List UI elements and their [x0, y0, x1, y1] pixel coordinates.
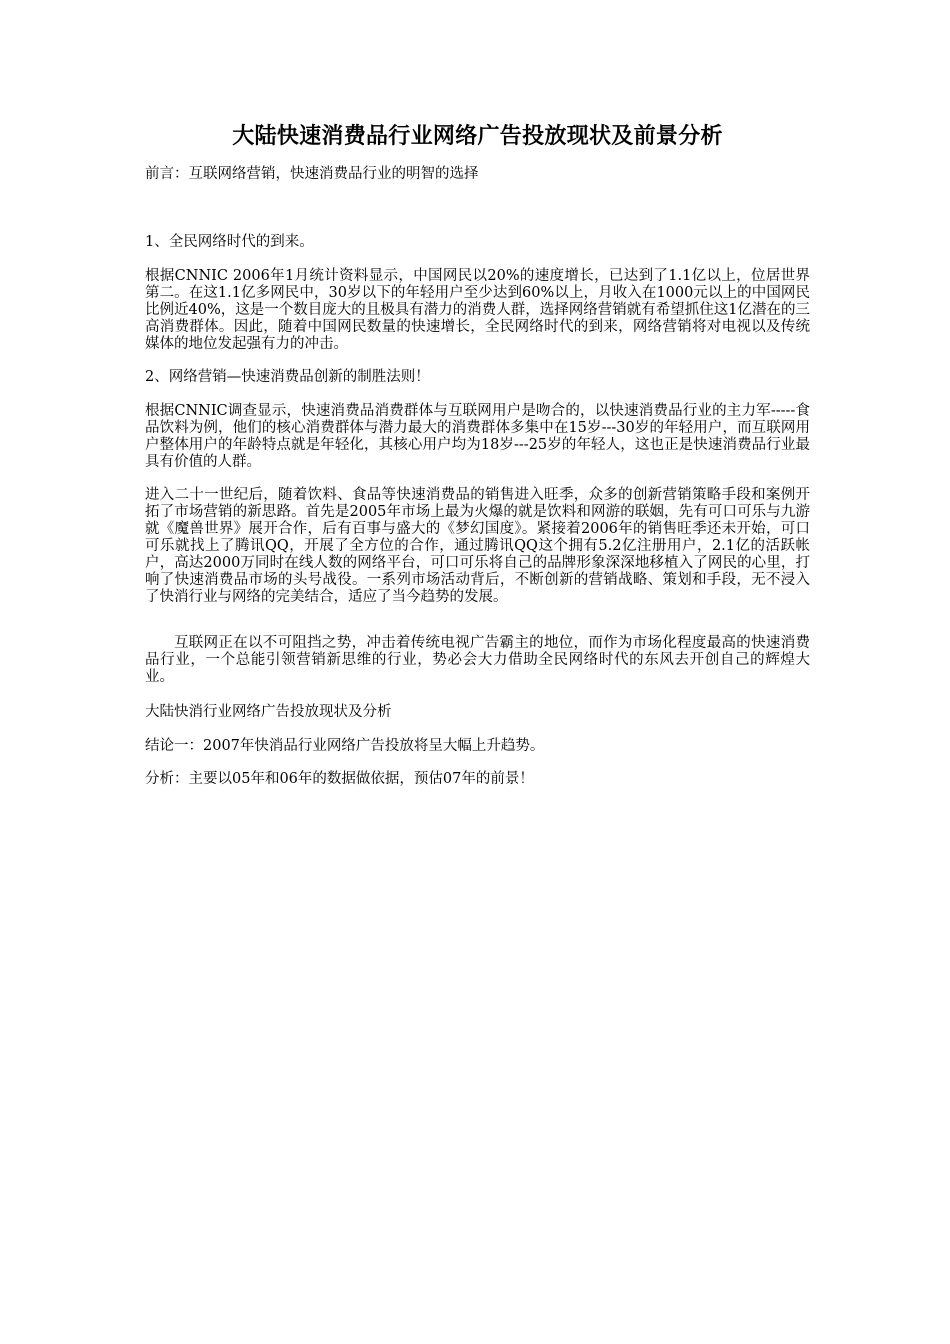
- section2-body-1: 根据CNNIC调查显示，快速消费品消费群体与互联网用户是吻合的，以快速消费品行业的主力军-----食品饮料为例，他们的核心消费群体与潜力最大的消费群体多集中在15岁---30岁的年轻用户，而互联网用户整体用户的年龄特点就是年轻化，其核心用户均为18岁---25岁的年轻人，这也正是快速消费品行业最具有价值的人群。: [145, 403, 810, 470]
- preface-paragraph: 前言：互联网络营销，快速消费品行业的明智的选择: [145, 166, 479, 182]
- conclusion-one: 结论一：2007年快消品行业网络广告投放将呈大幅上升趋势。: [145, 738, 545, 754]
- document-title: 大陆快速消费品行业网络广告投放现状及前景分析: [232, 123, 723, 149]
- section2-body-3: 互联网正在以不可阻挡之势，冲击着传统电视广告霸主的地位，而作为市场化程度最高的快速消费品行业，一个总能引领营销新思维的行业，势必会大力借助全民网络时代的东风去开创自己的辉煌大业。: [145, 635, 810, 685]
- section2-body-2: 进入二十一世纪后，随着饮料、食品等快速消费品的销售进入旺季，众多的创新营销策略手段和案例开拓了市场营销的新思路。首先是2005年市场上最为火爆的就是饮料和网游的联姻，先有可口可乐与九游就《魔兽世界》展开合作，后有百事与盛大的《梦幻国度》。紧接着2006年的销售旺季还未开始，可口可乐就找上了腾讯QQ，开展了全方位的合作，通过腾讯QQ这个拥有5.2亿注册用户，2.1亿的活跃帐户，高达2000万同时在线人数的网络平台，可口可乐将自己的品牌形象深深地移植入了网民的心里，打响了快速消费品市场的头号战役。一系列市场活动背后，不断创新的营销战略、策划和手段，无不浸入了快消行业与网络的完美结合，适应了当今趋势的发展。: [145, 487, 810, 605]
- section1-heading: 1、全民网络时代的到来。: [145, 234, 314, 250]
- section1-body: 根据CNNIC 2006年1月统计资料显示，中国网民以20%的速度增长，已达到了1.1亿以上，位居世界第二。在这1.1亿多网民中，30岁以下的年轻用户至少达到60%以上，月收入在1000元以上的中国网民比例近40%，这是一个数目庞大的且极具有潜力的消费人群，选择网络营销就有希望抓住这1亿潜在的三高消费群体。因此，随着中国网民数量的快速增长，全民网络时代的到来，网络营销将对电视以及传统媒体的地位发起强有力的冲击。: [145, 268, 810, 352]
- analysis-paragraph: 分析：主要以05年和06年的数据做依据，预估07年的前景！: [145, 771, 534, 787]
- section3-heading: 大陆快消行业网络广告投放现状及分析: [145, 704, 392, 720]
- section2-heading: 2、网络营销—快速消费品创新的制胜法则！: [145, 369, 430, 385]
